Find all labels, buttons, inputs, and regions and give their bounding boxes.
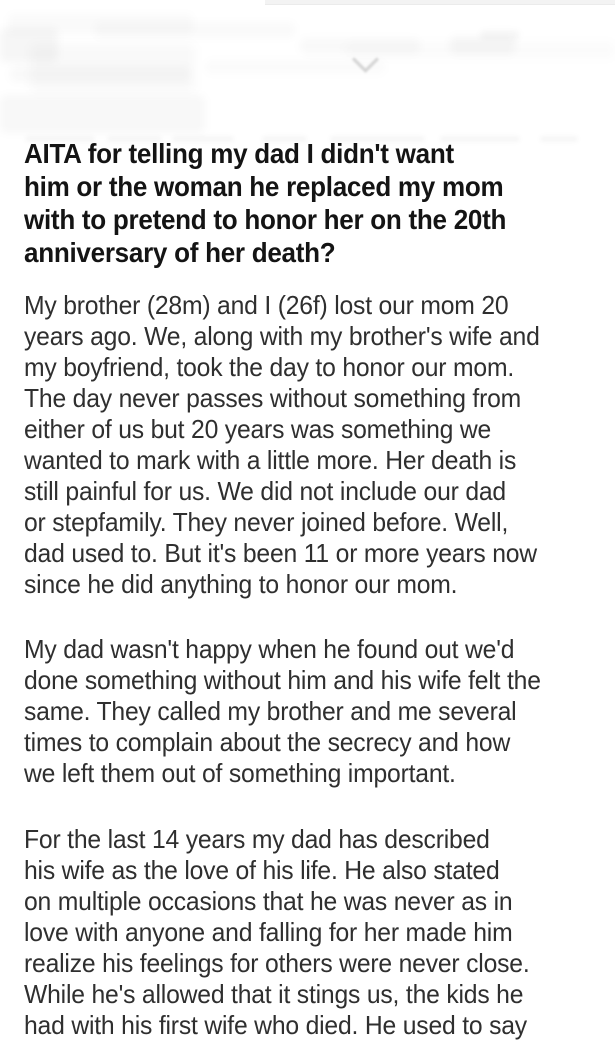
post-paragraph: [24, 634, 585, 789]
title-line: AITA for telling my dad I didn't want: [24, 138, 454, 169]
body-line: wanted to mark with a little more. Her death is: [24, 445, 517, 475]
post-paragraph: [24, 290, 585, 600]
body-line: While he's allowed that it stings us, the kids he: [24, 979, 524, 1009]
title-line: anniversary of her death?: [24, 237, 336, 268]
title-line: with to pretend to honor her on the 20th: [24, 204, 507, 235]
body-line: done something without him and his wife felt the: [24, 665, 541, 695]
body-line: My dad wasn't happy when he found out we'd: [24, 634, 515, 664]
body-line: had with his first wife who died. He used to say: [24, 1010, 527, 1040]
body-line: either of us but 20 years was something we: [24, 414, 492, 444]
body-line: on multiple occasions that he was never as in: [24, 886, 513, 916]
body-line: still painful for us. We did not include our dad: [24, 476, 506, 506]
body-line: love with anyone and falling for her made him: [24, 917, 513, 947]
body-line: my boyfriend, took the day to honor our mom.: [24, 352, 515, 382]
body-line: For the last 14 years my dad has described: [24, 824, 490, 854]
post-content: [24, 0, 615, 1041]
body-line: realize his feelings for others were never close.: [24, 948, 530, 978]
body-line: The day never passes without something from: [24, 383, 522, 413]
body-line: or stepfamily. They never joined before. Well,: [24, 507, 509, 537]
body-line: his wife as the love of his life. He also stated: [24, 855, 500, 885]
body-line: dad used to. But it's been 11 or more years now: [24, 538, 537, 568]
post-title: [24, 137, 574, 269]
post-paragraph: [24, 824, 585, 1041]
body-line: years ago. We, along with my brother's wife and: [24, 321, 540, 351]
title-line: him or the woman he replaced my mom: [24, 171, 504, 202]
body-line: since he did anything to honor our mom.: [24, 569, 458, 599]
body-line: My brother (28m) and I (26f) lost our mom 20: [24, 290, 509, 320]
body-line: we left them out of something important.: [24, 758, 456, 788]
body-line: same. They called my brother and me several: [24, 696, 517, 726]
body-line: times to complain about the secrecy and how: [24, 727, 511, 757]
